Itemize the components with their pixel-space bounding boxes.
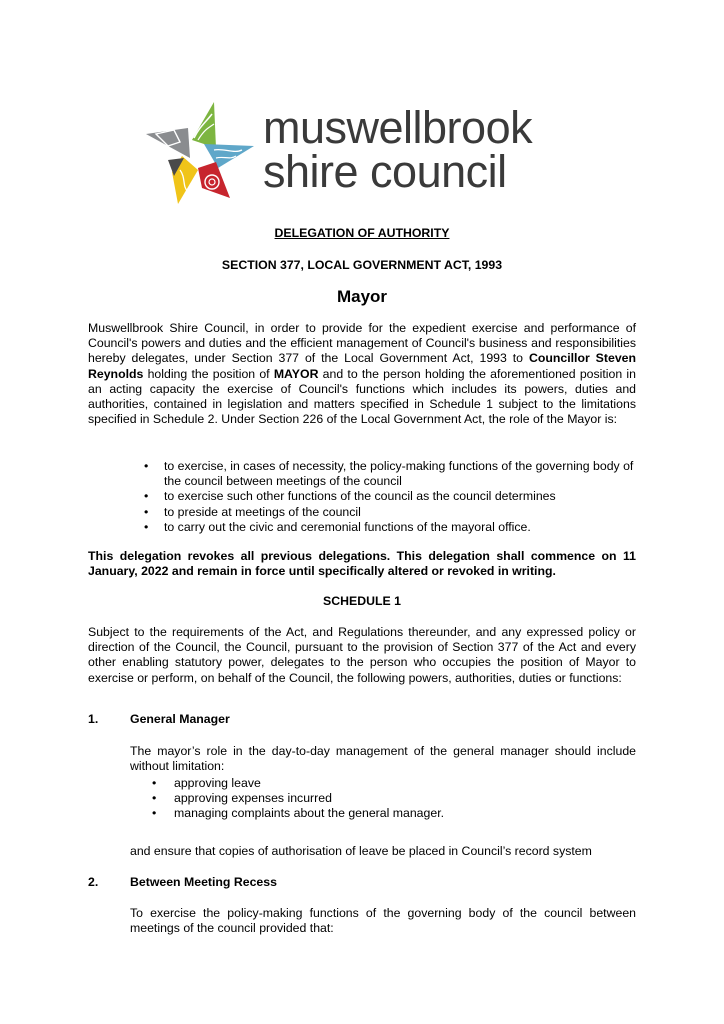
section-1-heading: General Manager (130, 712, 230, 726)
councillor-name: Councillor Steven Reynolds (88, 351, 637, 381)
intro-paragraph: Muswellbrook Shire Council, in order to provide for the expedient exercise and performance of Council's powers and duties and the efficient management of Council's business and responsibilities hereby delegates, under Section 377 of the Local Government Act, 1993 to Councillor Steven Reynolds holding the position of MAYOR and to the person holding the aforementioned position in an acting capacity the exercise of Council's functions which includes its powers, duties and authorities, contained in legislation and matters specified in Schedule 1 subject to the limitations specified in Schedule 2. Under Section 226 of the Local Government Act, the role of the Mayor is: (88, 321, 637, 427)
schedule-title: SCHEDULE 1 (323, 594, 401, 608)
section-1-text: The mayor’s role in the day-to-day management of the general manager should include without limitation: (130, 744, 636, 774)
position-name: MAYOR (273, 366, 319, 381)
list-item: • to exercise such other functions of the council as the council determines (144, 489, 556, 504)
section-1-number: 1. (88, 712, 99, 726)
mayor-role-list (144, 459, 636, 535)
section-1-note: and ensure that copies of authorisation of leave be placed in Council’s record system (130, 844, 592, 858)
revocation-notice: This delegation revokes all previous delegations. This delegation shall commence on 11 January, 2022 and remain in force until specifically altered or revoked in writing. (88, 549, 636, 579)
logo-line-2: shire council (263, 146, 507, 197)
section-2-number: 2. (88, 875, 99, 889)
page-title: Mayor (336, 287, 388, 306)
grey-petal (146, 128, 190, 158)
list-item: • to preside at meetings of the council (144, 504, 361, 519)
document-heading: DELEGATION OF AUTHORITY (274, 226, 450, 240)
list-item: • to exercise, in cases of necessity, the policy-making functions of the governing body of the council between meetings of the council (144, 459, 634, 489)
star-logo-icon (144, 100, 256, 206)
list-item: • to carry out the civic and ceremonial functions of the mayoral office. (144, 519, 531, 534)
list-item: • approving leave (152, 776, 261, 790)
list-item: • approving expenses incurred (152, 791, 332, 806)
section-1-list (152, 776, 632, 822)
section-2-heading: Between Meeting Recess (130, 875, 277, 889)
list-item: • managing complaints about the general manager. (152, 806, 445, 821)
schedule-intro: Subject to the requirements of the Act, and Regulations thereunder, and any expressed policy or direction of the Council, the Council, pursuant to the provision of Section 377 of the Act and every other enabling statutory power, delegates to the person who occupies the position of Mayor to exercise or perform, on behalf of the Council, the following powers, authorities, duties or functions: (88, 625, 636, 685)
section-2-text: To exercise the policy-making functions of the governing body of the council between meetings of the council provided that: (130, 906, 636, 936)
logo-wordmark (263, 102, 533, 197)
logo-line-1: muswellbrook (263, 102, 533, 153)
council-logo (144, 100, 584, 206)
section-reference: SECTION 377, LOCAL GOVERNMENT ACT, 1993 (221, 258, 503, 272)
